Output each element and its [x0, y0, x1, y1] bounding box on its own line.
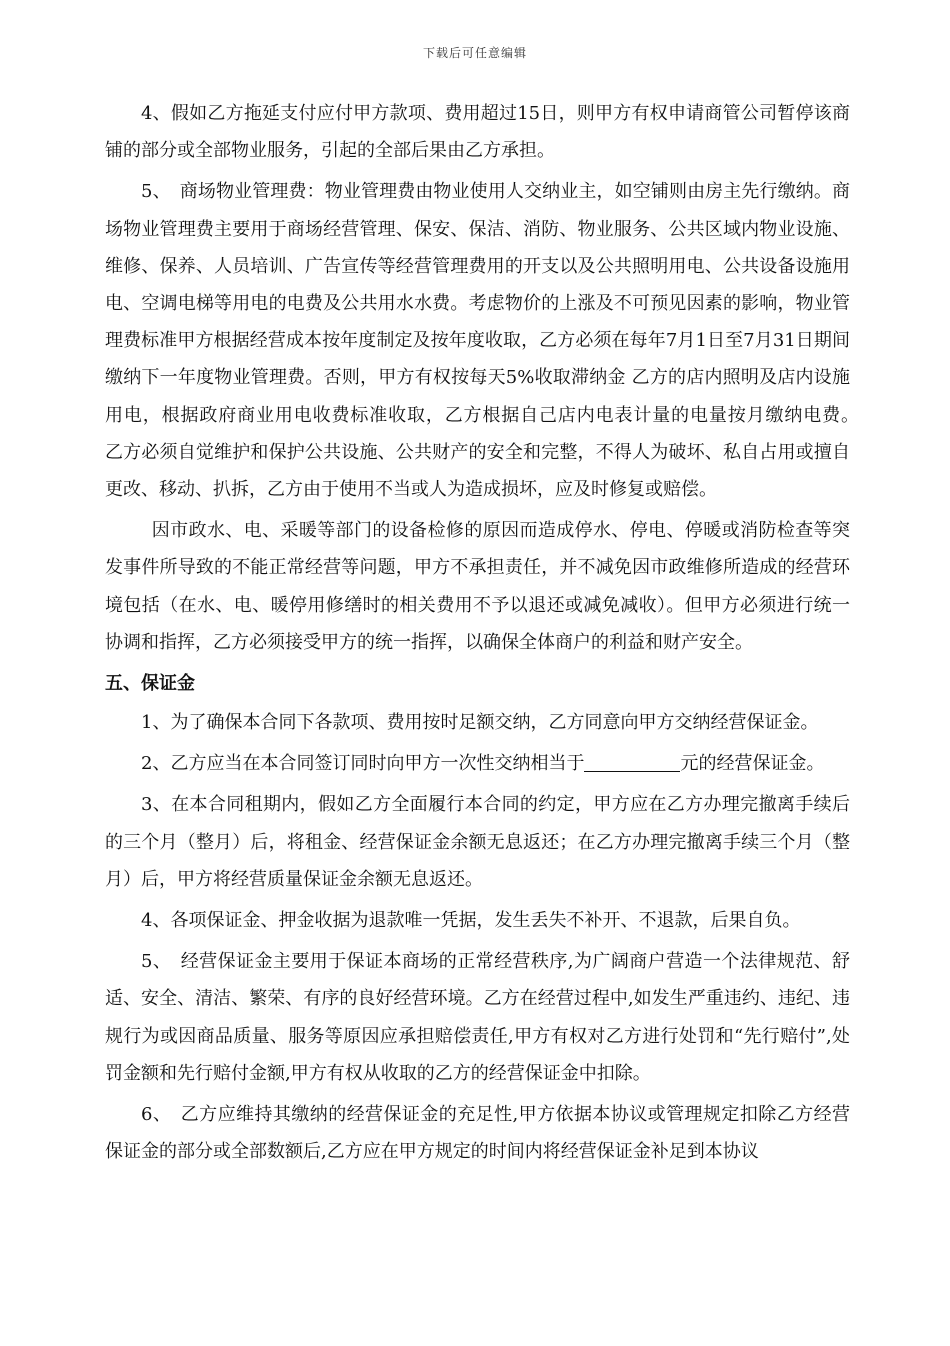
- paragraph-4-late-payment: 4、假如乙方拖延支付应付甲方款项、费用超过15日，则甲方有权申请商管公司暂停该商铺的部分或全部物业服务，引起的全部后果由乙方承担。: [105, 103, 850, 162]
- deposit-item-4: 4、各项保证金、押金收据为退款唯一凭据，发生丢失不补开、不退款，后果自负。: [141, 910, 801, 932]
- page-header-note: 下载后可任意编辑: [422, 46, 527, 60]
- deposit-item-3: 3、在本合同租期内，假如乙方全面履行本合同的约定，甲方应在乙方办理完撤离手续后的三个月（整月）后，将租金、经营保证金余额无息返还；在乙方办理完撤离手续三个月（整月）后，甲方将经营质量保证金余额无息返还。: [105, 794, 850, 890]
- paragraph-5-property-fee: 5、 商场物业管理费：物业管理费由物业使用人交纳业主，如空铺则由房主先行缴纳。商场物业管理费主要用于商场经营管理、保安、保洁、消防、物业服务、公共区域内物业设施、维修、保养、人员培训、广告宣传等经营管理费用的开支以及公共照明用电、公共设备设施用电、空调电梯等用电的电费及公共用水水费。考虑物价的上涨及不可预见因素的影响，物业管理费标准甲方根据经营成本按年度制定及按年度收取，乙方必须在每年7月1日至7月31日期间缴纳下一年度物业管理费。否则，甲方有权按每天5%收取滞纳金 乙方的店内照明及店内设施用电，根据政府商业用电收费标准收取，乙方根据自己店内电表计量的电量按月缴纳电费。 乙方必须自觉维护和保护公共设施、公共财产的安全和完整，不得人为破坏、私自占用或擅自更改、移动、扒拆，乙方由于使用不当或人为造成损坏，应及时修复或赔偿。: [105, 181, 868, 501]
- deposit-item-2: [105, 745, 850, 782]
- deposit-item-5: 5、 经营保证金主要用于保证本商场的正常经营秩序,为广阔商户营造一个法律规范、舒适、安全、清洁、繁荣、有序的良好经营环境。乙方在经营过程中,如发生严重违约、违纪、违规行为或因商品质量、服务等原因应承担赔偿责任,甲方有权对乙方进行处罚和“先行赔付”,处罚金额和先行赔付金额,甲方有权从收取的乙方的经营保证金中扣除。: [105, 951, 850, 1084]
- paragraph-municipal-outage: 因市政水、电、采暖等部门的设备检修的原因而造成停水、停电、停暖或消防检查等突发事件所导致的不能正常经营等问题，甲方不承担责任，并不减免因市政维修所造成的经营环境包括（在水、电、暖停用修缮时的相关费用不予以退还或减免减收）。但甲方必须进行统一协调和指挥，乙方必须接受甲方的统一指挥，以确保全体商户的利益和财产安全。: [105, 520, 850, 653]
- deposit-item-2-text-before: 2、乙方应当在本合同签订同时向甲方一次性交纳相当于: [141, 753, 585, 775]
- deposit-item-1: 1、为了确保本合同下各款项、费用按时足额交纳，乙方同意向甲方交纳经营保证金。: [141, 712, 819, 734]
- deposit-item-6: 6、 乙方应维持其缴纳的经营保证金的充足性,甲方依据本协议或管理规定扣除乙方经营保证金的部分或全部数额后,乙方应在甲方规定的时间内将经营保证金补足到本协议: [105, 1104, 850, 1163]
- document-body: [105, 95, 868, 1174]
- deposit-item-2-text-after: 元的经营保证金。: [680, 753, 825, 775]
- deposit-amount-blank[interactable]: [584, 753, 680, 772]
- section-title-deposit: 五、保证金: [105, 673, 195, 695]
